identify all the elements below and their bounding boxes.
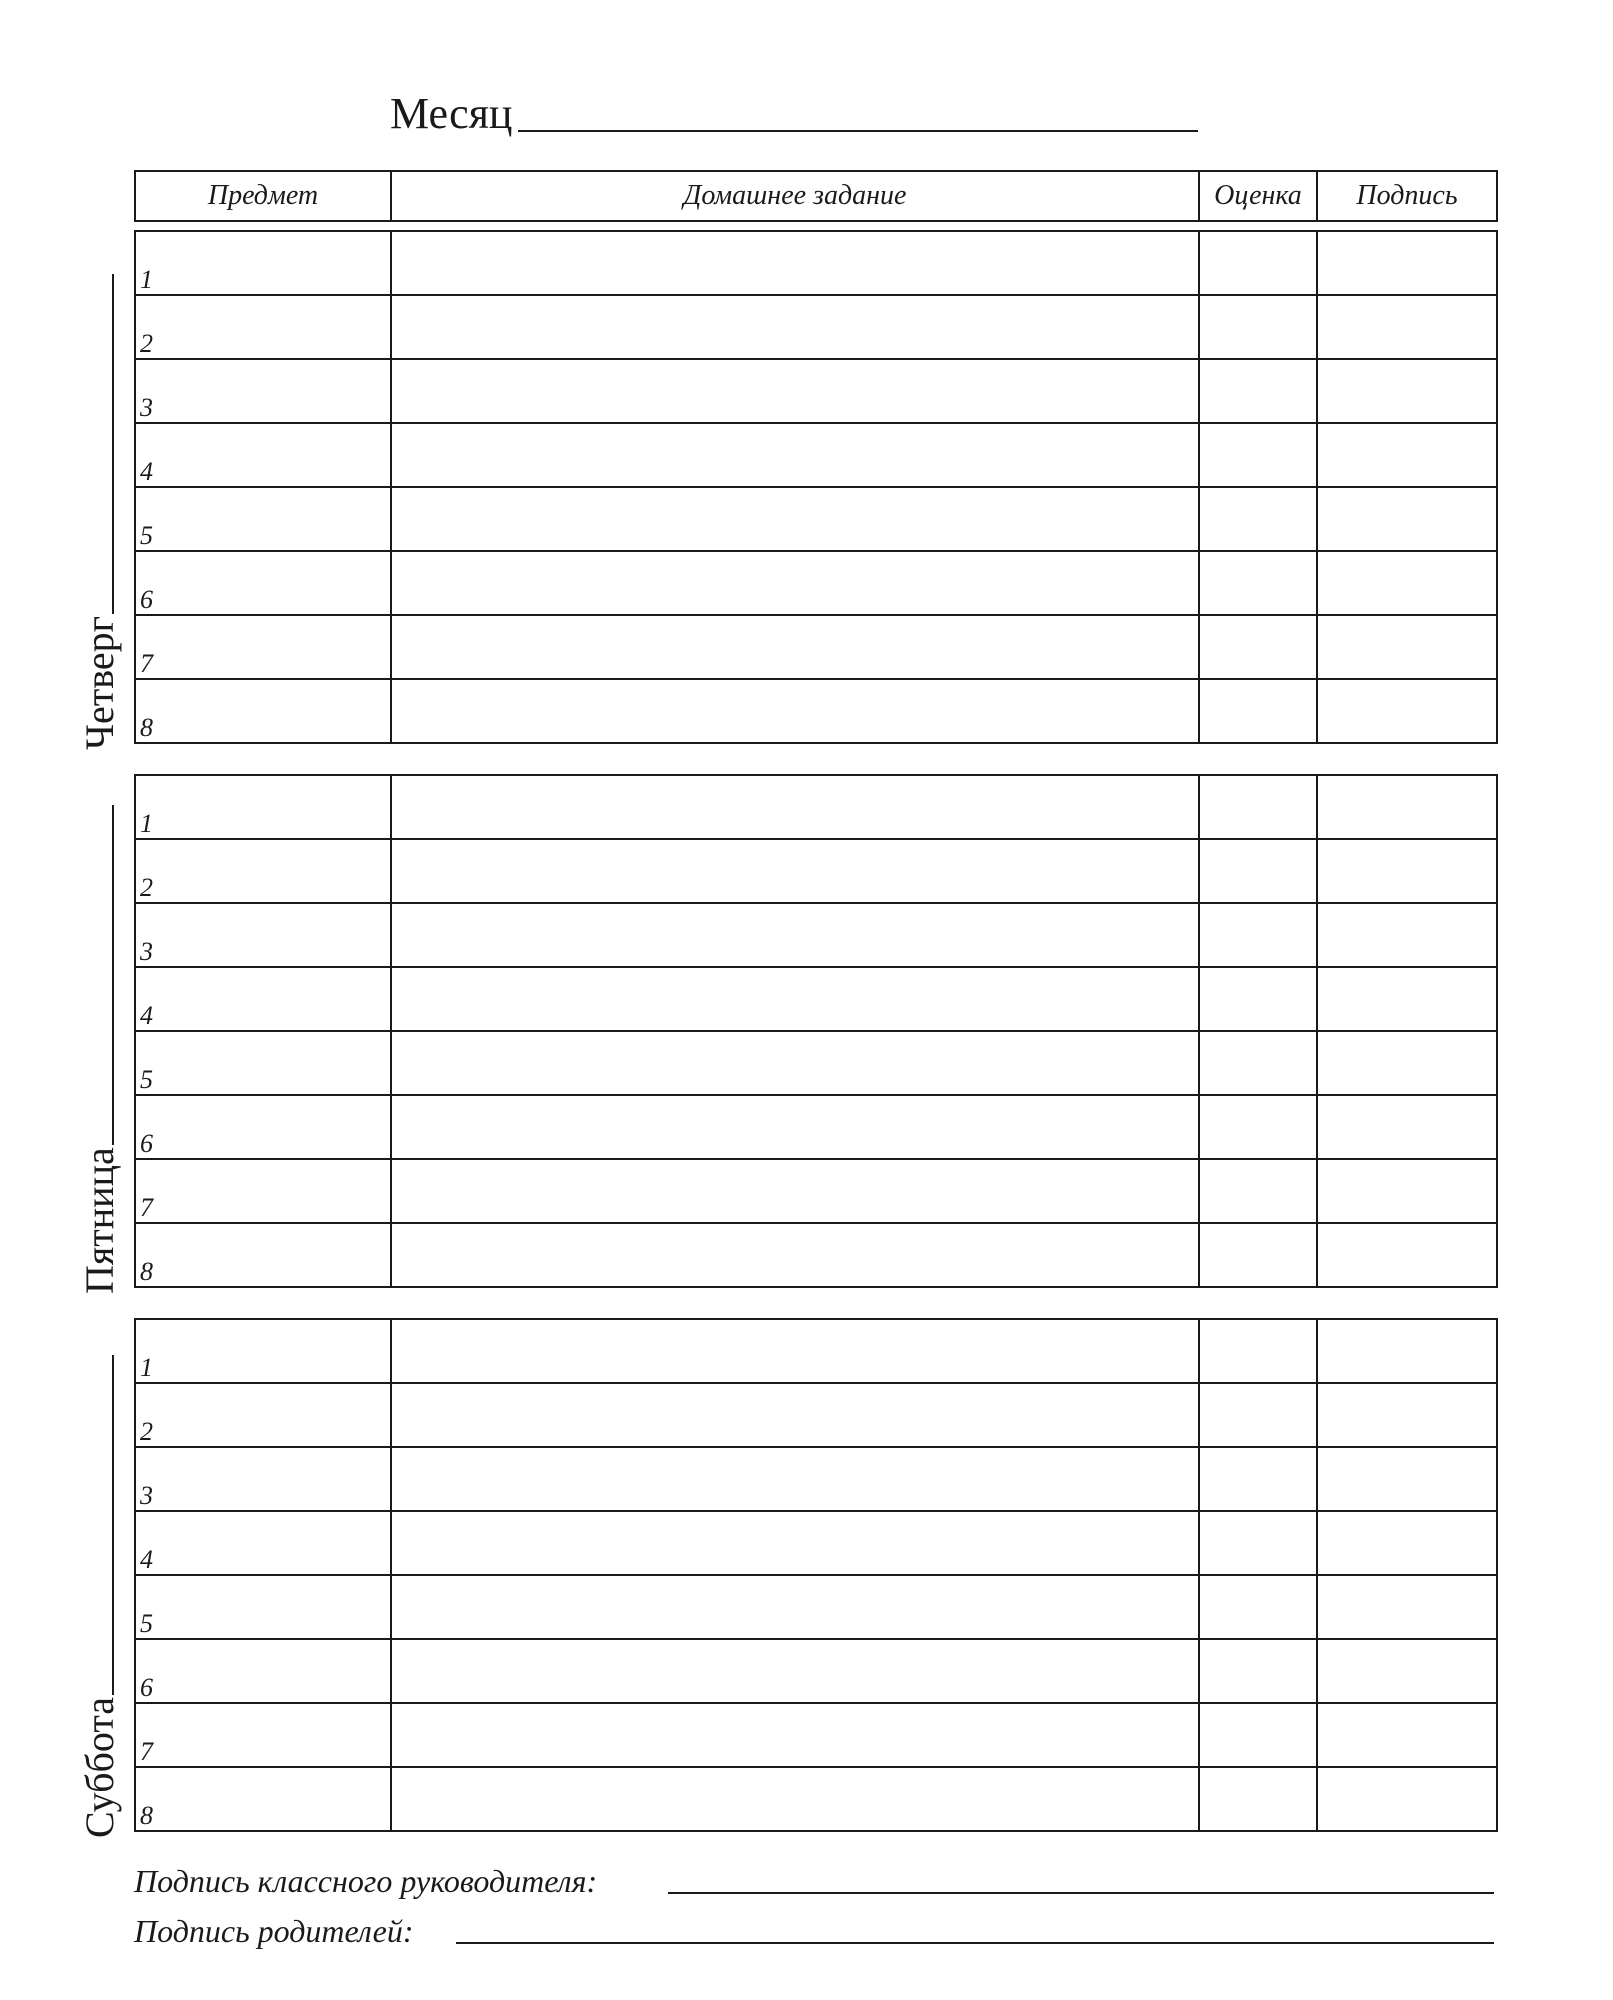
lesson-row — [135, 487, 1497, 551]
signature-cell[interactable] — [1317, 1447, 1497, 1511]
homework-cell[interactable] — [391, 1095, 1199, 1159]
lesson-row — [135, 1511, 1497, 1575]
lesson-number: 6 — [140, 1673, 153, 1702]
grade-cell[interactable] — [1199, 487, 1317, 551]
homework-cell[interactable] — [391, 1159, 1199, 1223]
lesson-number: 4 — [140, 1001, 153, 1030]
homework-cell[interactable] — [391, 487, 1199, 551]
lesson-number: 2 — [140, 873, 153, 902]
month-input-line[interactable] — [518, 130, 1198, 132]
homework-cell[interactable] — [391, 1575, 1199, 1639]
lesson-number: 8 — [140, 713, 153, 742]
lesson-row — [135, 1447, 1497, 1511]
lesson-row — [135, 615, 1497, 679]
grade-cell[interactable] — [1199, 903, 1317, 967]
grade-cell[interactable] — [1199, 839, 1317, 903]
column-header-table — [134, 170, 1498, 222]
grade-cell[interactable] — [1199, 1383, 1317, 1447]
subject-cell[interactable] — [135, 1031, 391, 1095]
signature-cell[interactable] — [1317, 1639, 1497, 1703]
signature-cell[interactable] — [1317, 231, 1497, 295]
column-header-subject: Предмет — [135, 171, 391, 221]
lesson-row — [135, 1639, 1497, 1703]
lesson-row — [135, 359, 1497, 423]
homework-cell[interactable] — [391, 903, 1199, 967]
grade-cell[interactable] — [1199, 679, 1317, 743]
signature-cell[interactable] — [1317, 423, 1497, 487]
subject-cell[interactable] — [135, 359, 391, 423]
lesson-number: 7 — [140, 1193, 153, 1222]
lesson-number: 4 — [140, 457, 153, 486]
signature-cell[interactable] — [1317, 1095, 1497, 1159]
subject-cell[interactable] — [135, 1639, 391, 1703]
lesson-row — [135, 1575, 1497, 1639]
day-label — [77, 1318, 122, 1838]
day-name: Суббота — [77, 1696, 122, 1838]
lesson-row — [135, 775, 1497, 839]
lesson-number: 1 — [140, 809, 153, 838]
homework-cell[interactable] — [391, 1383, 1199, 1447]
day-name: Четверг — [77, 615, 122, 750]
subject-cell[interactable] — [135, 487, 391, 551]
lesson-row — [135, 551, 1497, 615]
grade-cell[interactable] — [1199, 231, 1317, 295]
subject-cell[interactable] — [135, 231, 391, 295]
lesson-row — [135, 1383, 1497, 1447]
lesson-row — [135, 839, 1497, 903]
subject-cell[interactable] — [135, 551, 391, 615]
lesson-number: 2 — [140, 329, 153, 358]
homework-cell[interactable] — [391, 231, 1199, 295]
lesson-row — [135, 1703, 1497, 1767]
signature-cell[interactable] — [1317, 1031, 1497, 1095]
homework-cell[interactable] — [391, 1223, 1199, 1287]
grade-cell[interactable] — [1199, 1095, 1317, 1159]
lesson-row — [135, 903, 1497, 967]
subject-cell[interactable] — [135, 1159, 391, 1223]
lesson-number: 1 — [140, 265, 153, 294]
homework-cell[interactable] — [391, 1703, 1199, 1767]
lesson-row — [135, 1319, 1497, 1383]
subject-cell[interactable] — [135, 1319, 391, 1383]
subject-cell[interactable] — [135, 1703, 391, 1767]
homework-cell[interactable] — [391, 1511, 1199, 1575]
parent-signature-line[interactable] — [456, 1942, 1494, 1944]
lesson-row — [135, 1767, 1497, 1831]
day-date-line[interactable] — [112, 805, 114, 1145]
grade-cell[interactable] — [1199, 615, 1317, 679]
signature-cell[interactable] — [1317, 615, 1497, 679]
teacher-signature-label: Подпись классного руководителя: — [134, 1863, 598, 1899]
lesson-number: 5 — [140, 521, 153, 550]
grade-cell[interactable] — [1199, 1511, 1317, 1575]
homework-cell[interactable] — [391, 1447, 1199, 1511]
signature-cell[interactable] — [1317, 551, 1497, 615]
signature-cell[interactable] — [1317, 487, 1497, 551]
lesson-number: 8 — [140, 1801, 153, 1830]
homework-cell[interactable] — [391, 1639, 1199, 1703]
signature-cell[interactable] — [1317, 1319, 1497, 1383]
subject-cell[interactable] — [135, 1767, 391, 1831]
subject-cell[interactable] — [135, 839, 391, 903]
homework-cell[interactable] — [391, 295, 1199, 359]
homework-cell[interactable] — [391, 1767, 1199, 1831]
parent-signature-label: Подпись родителей: — [134, 1913, 414, 1949]
subject-cell[interactable] — [135, 615, 391, 679]
day-name: Пятница — [77, 1147, 122, 1294]
column-header-homework: Домашнее задание — [391, 171, 1199, 221]
signature-cell[interactable] — [1317, 967, 1497, 1031]
homework-cell[interactable] — [391, 775, 1199, 839]
grade-cell[interactable] — [1199, 551, 1317, 615]
signature-cell[interactable] — [1317, 1383, 1497, 1447]
lesson-number: 3 — [140, 393, 153, 422]
month-label: Месяц — [390, 89, 513, 138]
subject-cell[interactable] — [135, 1223, 391, 1287]
lesson-number: 3 — [140, 1481, 153, 1510]
subject-cell[interactable] — [135, 1383, 391, 1447]
lesson-row — [135, 295, 1497, 359]
grade-cell[interactable] — [1199, 967, 1317, 1031]
grade-cell[interactable] — [1199, 423, 1317, 487]
lesson-number: 2 — [140, 1417, 153, 1446]
homework-cell[interactable] — [391, 1319, 1199, 1383]
subject-cell[interactable] — [135, 967, 391, 1031]
homework-cell[interactable] — [391, 967, 1199, 1031]
lesson-row — [135, 1159, 1497, 1223]
subject-cell[interactable] — [135, 1575, 391, 1639]
grade-cell[interactable] — [1199, 1639, 1317, 1703]
grade-cell[interactable] — [1199, 295, 1317, 359]
signature-cell[interactable] — [1317, 839, 1497, 903]
signature-cell[interactable] — [1317, 1703, 1497, 1767]
grade-cell[interactable] — [1199, 1223, 1317, 1287]
homework-cell[interactable] — [391, 615, 1199, 679]
grade-cell[interactable] — [1199, 1319, 1317, 1383]
subject-cell[interactable] — [135, 903, 391, 967]
subject-cell[interactable] — [135, 679, 391, 743]
homework-cell[interactable] — [391, 423, 1199, 487]
signature-cell[interactable] — [1317, 1767, 1497, 1831]
day-table — [134, 230, 1498, 744]
signature-cell[interactable] — [1317, 1575, 1497, 1639]
lesson-number: 1 — [140, 1353, 153, 1382]
subject-cell[interactable] — [135, 1511, 391, 1575]
homework-cell[interactable] — [391, 1031, 1199, 1095]
lesson-number: 7 — [140, 1737, 153, 1766]
subject-cell[interactable] — [135, 295, 391, 359]
day-label — [77, 774, 122, 1294]
signature-cell[interactable] — [1317, 775, 1497, 839]
signature-cell[interactable] — [1317, 679, 1497, 743]
day-table — [134, 1318, 1498, 1832]
day-date-line[interactable] — [112, 274, 114, 614]
subject-cell[interactable] — [135, 1095, 391, 1159]
lesson-row — [135, 1095, 1497, 1159]
lesson-number: 4 — [140, 1545, 153, 1574]
lesson-row — [135, 967, 1497, 1031]
lesson-number: 3 — [140, 937, 153, 966]
lesson-number: 5 — [140, 1609, 153, 1638]
signature-cell[interactable] — [1317, 359, 1497, 423]
lesson-row — [135, 1223, 1497, 1287]
signature-cell[interactable] — [1317, 1511, 1497, 1575]
day-label — [77, 230, 122, 750]
signature-cell[interactable] — [1317, 903, 1497, 967]
lesson-row — [135, 423, 1497, 487]
grade-cell[interactable] — [1199, 1575, 1317, 1639]
grade-cell[interactable] — [1199, 1767, 1317, 1831]
lesson-row — [135, 231, 1497, 295]
lesson-number: 8 — [140, 1257, 153, 1286]
grade-cell[interactable] — [1199, 1159, 1317, 1223]
lesson-number: 7 — [140, 649, 153, 678]
subject-cell[interactable] — [135, 423, 391, 487]
homework-cell[interactable] — [391, 551, 1199, 615]
homework-cell[interactable] — [391, 679, 1199, 743]
grade-cell[interactable] — [1199, 359, 1317, 423]
lesson-number: 5 — [140, 1065, 153, 1094]
teacher-signature-line[interactable] — [668, 1892, 1494, 1894]
lesson-row — [135, 679, 1497, 743]
signature-cell[interactable] — [1317, 1223, 1497, 1287]
homework-cell[interactable] — [391, 359, 1199, 423]
day-table — [134, 774, 1498, 1288]
subject-cell[interactable] — [135, 775, 391, 839]
column-header-signature: Подпись — [1317, 171, 1497, 221]
grade-cell[interactable] — [1199, 1703, 1317, 1767]
signature-cell[interactable] — [1317, 295, 1497, 359]
lesson-row — [135, 1031, 1497, 1095]
lesson-number: 6 — [140, 585, 153, 614]
subject-cell[interactable] — [135, 1447, 391, 1511]
grade-cell[interactable] — [1199, 1031, 1317, 1095]
homework-cell[interactable] — [391, 839, 1199, 903]
grade-cell[interactable] — [1199, 775, 1317, 839]
day-date-line[interactable] — [112, 1355, 114, 1695]
column-header-grade: Оценка — [1199, 171, 1317, 221]
lesson-number: 6 — [140, 1129, 153, 1158]
grade-cell[interactable] — [1199, 1447, 1317, 1511]
signature-cell[interactable] — [1317, 1159, 1497, 1223]
